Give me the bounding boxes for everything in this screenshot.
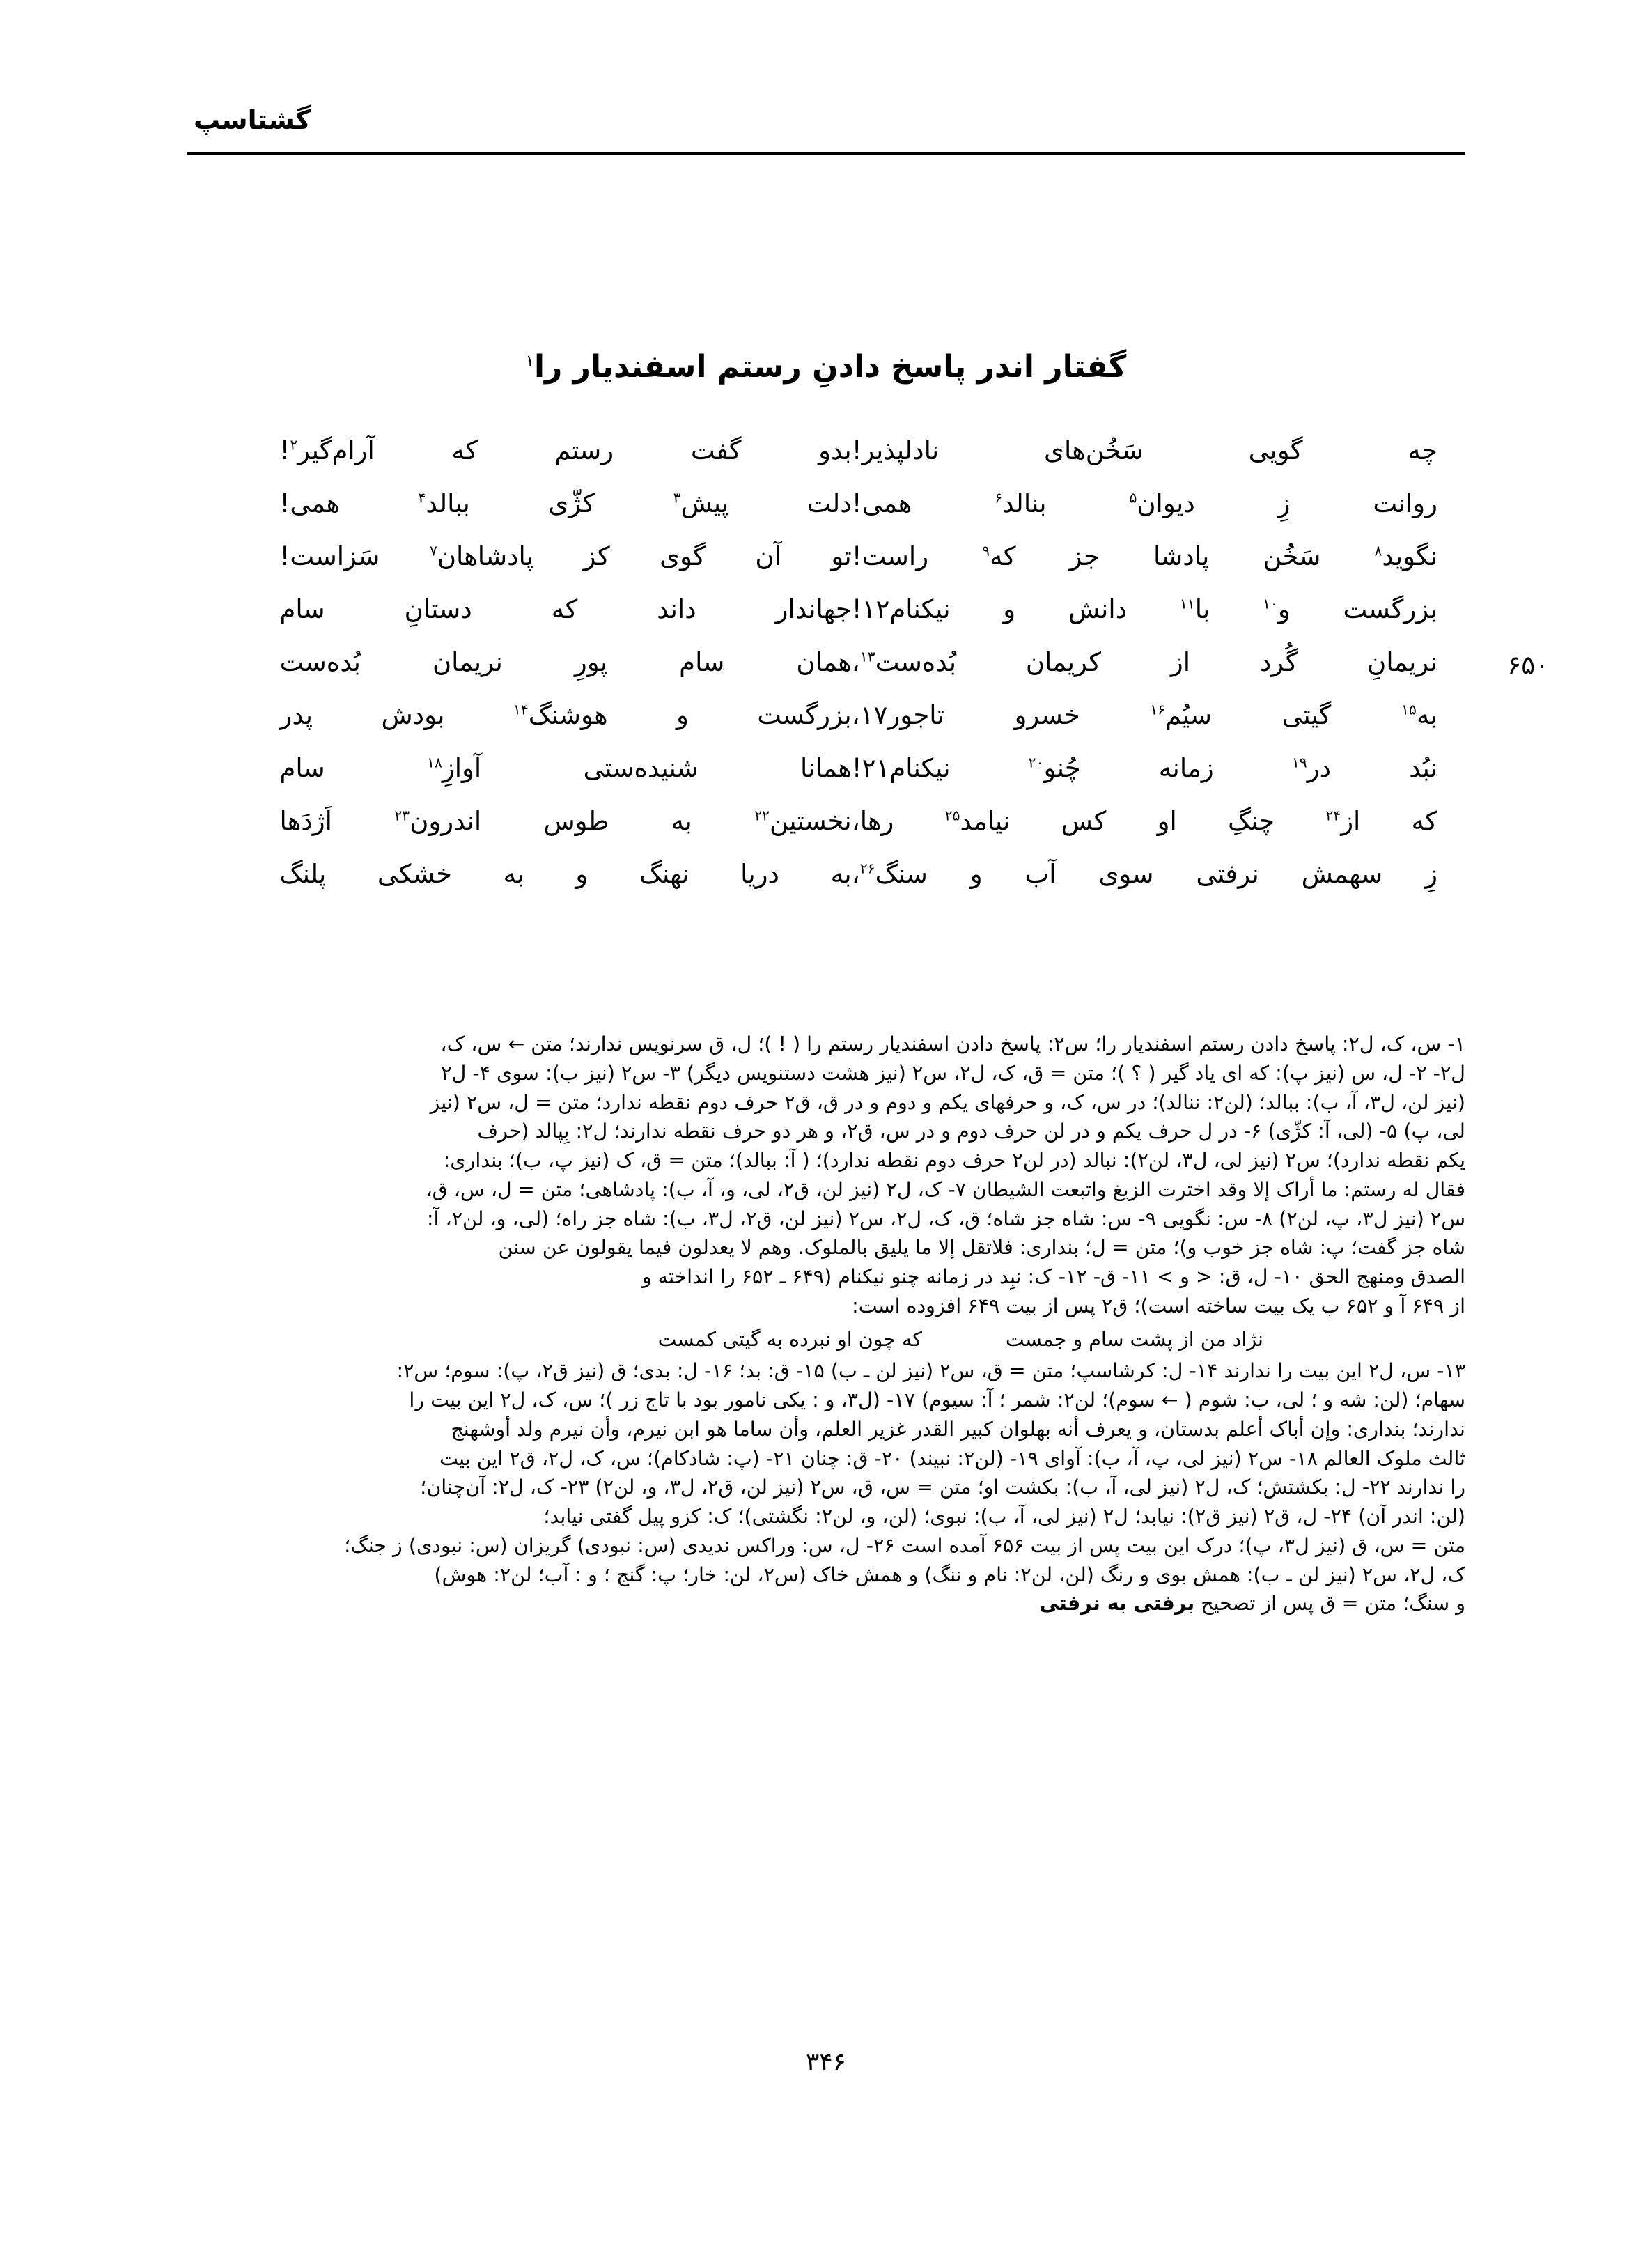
verse-row bbox=[187, 808, 1465, 861]
hemistich-word: سام bbox=[279, 753, 325, 783]
hemistich-word: سهمش bbox=[1301, 859, 1383, 889]
hemistich-right bbox=[237, 649, 851, 675]
hemistich-left bbox=[851, 435, 1465, 465]
footnote-line: ثالث ملوک العالم ۱۸- س۲ (نیز لی، پ، آ، ب): آوای ۱۹- (لن۲: نبیند) ۲۰- ق: چنان ۲۱- (پ: شادکام)؛ س، ک، ل۲، ق۲ این بیت bbox=[439, 1446, 1465, 1470]
note-marker: ۸ bbox=[1374, 542, 1382, 559]
hemistich-word: اَژدَها bbox=[279, 806, 332, 836]
hemistich-word: که bbox=[551, 594, 578, 624]
hemistich-word: کس bbox=[1061, 806, 1107, 836]
hemistich-word: در$^{۱۹}$ bbox=[1291, 753, 1332, 783]
hemistich-word: هوشنگ$^{۱۴}$ bbox=[513, 700, 608, 730]
hemistich-word: بودش bbox=[381, 700, 445, 730]
verse-row bbox=[187, 755, 1465, 808]
verse-number: ۶۵۰ bbox=[1507, 650, 1549, 680]
hemistich-word: سَزاست! bbox=[279, 541, 380, 571]
hemistich-word: و bbox=[676, 700, 689, 730]
hemistich-word: داند bbox=[657, 594, 696, 624]
note-marker: ۶ bbox=[995, 489, 1003, 506]
note-marker: ۱۳ bbox=[859, 648, 875, 665]
verse-row bbox=[187, 543, 1465, 596]
verse-block bbox=[187, 435, 1549, 914]
hemistich-word: پلنگ bbox=[279, 859, 327, 889]
hemistich-word: همی! bbox=[851, 488, 912, 518]
hemistich-word: آن bbox=[755, 541, 781, 571]
verse-row bbox=[187, 647, 1549, 702]
note-marker: ۵ bbox=[1129, 489, 1137, 506]
footnote-line: شاه جز گفت؛ پ: شاه جز خوب و)؛ متن = ل؛ بنداری: فلاتقل إلا ما یلیق بالملوک. وهم لا یعدلون فیما یقولون عن سنن bbox=[498, 1236, 1465, 1260]
verse-row bbox=[187, 490, 1465, 543]
hemistich-word: جز bbox=[1069, 541, 1100, 571]
hemistich-word: نریمانِ bbox=[1367, 647, 1437, 677]
footnote-line: یکم نقطه ندارد)؛ س۲ (نیز لی، ل۳، لن۲): نبالد (در لن۲ حرف دوم نقطه ندارد)؛ ( آ: ببالد)؛ متن = ق، ک (نیز پ، ب)؛ بنداری: bbox=[443, 1149, 1465, 1172]
header-rule bbox=[187, 152, 1465, 155]
hemistich-word: نخستین$^{۲۲}$ bbox=[754, 806, 852, 836]
hemistich-word: اندرون$^{۲۳}$ bbox=[394, 806, 482, 836]
hemistich-word: چه bbox=[1408, 435, 1437, 465]
note-marker: ۲۰ bbox=[1028, 754, 1044, 771]
note-marker: ۲۶ bbox=[859, 860, 875, 877]
hemistich-word: پورِ bbox=[574, 647, 608, 677]
hemistich-word: همانا bbox=[800, 753, 852, 783]
hemistich-word: نیامد$^{۲۵}$ bbox=[944, 806, 1011, 836]
hemistich-word: نیکنام۲۱! bbox=[851, 753, 951, 783]
hemistich-word: زِ bbox=[1425, 859, 1437, 889]
note-marker: ۱۰ bbox=[1263, 595, 1278, 612]
hemistich-word: که$^۹$ bbox=[982, 541, 1016, 571]
hemistich-word: کز bbox=[583, 541, 610, 571]
footnote-line: ندارند؛ بنداری: وإن أباک أعلم بدستان، و یعرف أنه بهلوان کبیر القدر غزیر العلم، وأن ساما هو ابن نیرم، وأن نیرم ولد أوشهنج bbox=[451, 1417, 1465, 1441]
hemistich-word: از$^{۲۴}$ bbox=[1325, 806, 1361, 836]
hemistich-word: گوی bbox=[660, 541, 706, 571]
hemistich-word: طوس bbox=[543, 806, 609, 836]
hemistich-word: کژّی bbox=[548, 488, 595, 518]
note-marker: ۲۴ bbox=[1325, 807, 1341, 824]
hemistich-right bbox=[237, 861, 851, 887]
hemistich-word: دلت bbox=[806, 488, 852, 518]
footnote-line: سهام؛ (لن: شه و ؛ لی، ب: شوم ( ← سوم)؛ لن۲: شمر ؛ آ: سیوم) ۱۷- (ل۳، و : یکی نامور بود با تاج زر )؛ س، ک، ل۲ این بیت را bbox=[409, 1388, 1465, 1411]
hemistich-word: تو bbox=[831, 541, 852, 571]
hemistich-left bbox=[852, 490, 1465, 516]
footnote-last-line bbox=[187, 1589, 1465, 1618]
footnote-line: را ندارند ۲۲- ل: بکشتش؛ ک، ل۲ (نیز لی، آ، ب): بکشت او؛ متن = س، ق، س۲ (نیز لن، ق۲، ل۳، و، لن۲) ۲۳- ک، ل۲: آن‌چنان؛ bbox=[420, 1476, 1465, 1499]
section-title bbox=[187, 346, 1465, 387]
hemistich-right bbox=[237, 755, 851, 781]
hemistich-word: دیوان$^۵$ bbox=[1129, 488, 1195, 518]
note-marker: ۲۳ bbox=[394, 807, 410, 824]
hemistich-word: رها، bbox=[851, 806, 894, 836]
hemistich-word: آوازِ$^{۱۸}$ bbox=[427, 753, 482, 783]
footnote-inset-verse bbox=[187, 1325, 1465, 1354]
hemistich-word: گویی bbox=[1248, 435, 1303, 465]
hemistich-word: سَخُن bbox=[1263, 541, 1321, 571]
footnote-emendation: برفتی به نرفتی bbox=[1039, 1592, 1195, 1616]
note-marker: ۱۵ bbox=[1401, 701, 1417, 718]
hemistich-word: بدو bbox=[818, 435, 852, 465]
hemistich-word: گیتی bbox=[1281, 700, 1332, 730]
note-marker: ۹ bbox=[982, 542, 990, 559]
hemistich-word: سنگ$^{۲۶}$، bbox=[851, 859, 928, 889]
hemistich-word: چنگِ bbox=[1227, 806, 1275, 836]
hemistich-word: روانت bbox=[1373, 488, 1437, 518]
inset-hemistich-right: نژاد من از پشت سام و جمست bbox=[1005, 1327, 1263, 1351]
hemistich-word: و$^{۱۰}$ bbox=[1263, 594, 1291, 624]
folio-number: ۳۴۶ bbox=[805, 2048, 846, 2077]
hemistich-word: نرفتی bbox=[1196, 859, 1259, 889]
inset-hemistich-left: که چون او نبرده به گیتی کمست bbox=[657, 1327, 922, 1351]
hemistich-word: نریمان bbox=[432, 647, 503, 677]
note-marker: ۳ bbox=[673, 489, 681, 506]
footnote-line: ۱۳- س، ل۲ این بیت را ندارند ۱۴- ل: کرشاسپ؛ متن = ق، س۲ (نیز لن ـ ب) ۱۵- ق: بد؛ ۱۶- ل: بدی؛ ق (نیز ق۲، پ): سوم؛ س۲: bbox=[396, 1359, 1465, 1383]
hemistich-word: گُرد bbox=[1259, 647, 1298, 677]
hemistich-word: سوی bbox=[1098, 859, 1154, 889]
hemistich-word: پادشا bbox=[1153, 541, 1210, 571]
hemistich-left bbox=[852, 543, 1465, 569]
hemistich-word: تاجور۱۷، bbox=[851, 700, 944, 730]
hemistich-word: که bbox=[1411, 806, 1437, 836]
hemistich-word: چُنو$^{۲۰}$ bbox=[1028, 753, 1081, 783]
hemistich-word: کریمان bbox=[1025, 647, 1102, 677]
note-marker: ۱۹ bbox=[1291, 754, 1307, 771]
footnote-line: از ۶۴۹ آ و ۶۵۲ ب یک بیت ساخته است)؛ ق۲ پس از بیت ۶۴۹ افزوده است: bbox=[852, 1294, 1465, 1317]
hemistich-word: بُده‌ست bbox=[279, 647, 361, 677]
footnote-line: س۲ (نیز ل۳، پ، لن۲) ۸- س: نگویی ۹- س: شاه جز شاه؛ ق، ک، ل۲، س۲ (نیز لن، ق۲، ل۳، ب): شاه جز راه؛ (لی، و، لن۲، آ: bbox=[426, 1207, 1465, 1230]
hemistich-word: پدر bbox=[279, 700, 313, 730]
hemistich-word: دانش bbox=[1068, 594, 1128, 624]
verse-row bbox=[187, 702, 1465, 755]
hemistich-word: سام bbox=[679, 647, 725, 677]
hemistich-word: بزرگست bbox=[1343, 594, 1437, 624]
hemistich-word: نهنگ bbox=[639, 859, 689, 889]
hemistich-word: پادشاهان$^۷$ bbox=[429, 541, 534, 571]
footnote-line: ل۲- ۲- ل، س (نیز پ): که ای یاد گیر ( ؟ )؛ متن = ق، ک، ل۲، س۲ (نیز هشت دستنویس دیگر) ۳- س۲ (نیز ب): سوی ۴- ل۲ bbox=[441, 1061, 1465, 1085]
hemistich-word: خسرو bbox=[1014, 700, 1080, 730]
hemistich-word: دریا bbox=[740, 859, 779, 889]
hemistich-left bbox=[852, 649, 1465, 675]
hemistich-right bbox=[237, 435, 852, 465]
hemistich-word: با$^{۱۱}$ bbox=[1179, 594, 1210, 624]
hemistich-word: پیش$^۳$ bbox=[673, 488, 729, 518]
section-title-text: گفتار اندر پاسخ دادنِ رستم اسفندیار را bbox=[533, 349, 1127, 385]
note-marker: ۱۴ bbox=[513, 701, 529, 718]
hemistich-word: گفت bbox=[690, 435, 742, 465]
footnote-line: ک، ل۲، س۲ (نیز لن ـ ب): همش بوی و رنگ (لن، لن۲: نام و ننگ) و همش خاک (س۲، لن: خار؛ پ: گنج ؛ و : آب؛ لن۲: هوش) bbox=[434, 1563, 1465, 1586]
verse-row bbox=[187, 861, 1465, 914]
hemistich-word: او bbox=[1157, 806, 1177, 836]
hemistich-left bbox=[852, 808, 1465, 834]
footnote-line: الصدق ومنهج الحق ۱۰- ل، ق: < و > ۱۱- ق- ۱۲- ک: نبِد در زمانه چنو نیکنام (۶۴۹ ـ ۶۵۲ را انداخته و bbox=[641, 1265, 1465, 1288]
running-head: گشتاسپ bbox=[194, 104, 311, 135]
footnote-line: متن = س، ق (نیز ل۳، پ)؛ درک این بیت پس از بیت ۶۵۶ آمده است ۲۶- ل، س: وراکس ندیدی (س: نبودی) گریزان (س: نبودی) ز جنگ؛ bbox=[344, 1533, 1465, 1557]
hemistich-word: سیُم$^{۱۶}$ bbox=[1150, 700, 1212, 730]
hemistich-word: راست! bbox=[851, 541, 929, 571]
hemistich-word: همی! bbox=[279, 488, 341, 518]
note-marker: ۲ bbox=[290, 436, 298, 454]
hemistich-right bbox=[237, 596, 851, 622]
hemistich-word: بُده‌ست$^{۱۳}$، bbox=[851, 647, 957, 677]
footnote-line: (نیز لن، ل۳، آ، ب): ببالد؛ (لن۲: ننالد)؛ در س، ک، و حرفهای یکم و دوم و در ق، ق۲ حرف دوم نقطه ندارد؛ متن = ل، س۲ (نیز bbox=[430, 1090, 1465, 1114]
hemistich-word: آب bbox=[1024, 859, 1057, 889]
footnote-apparatus bbox=[187, 1030, 1465, 1618]
page-header bbox=[187, 104, 1465, 188]
hemistich-word: سام bbox=[279, 594, 325, 624]
note-marker: ۷ bbox=[429, 542, 437, 559]
hemistich-word: شنیده‌ستی bbox=[583, 753, 699, 783]
hemistich-word: و bbox=[969, 859, 983, 889]
hemistich-left bbox=[852, 596, 1465, 622]
hemistich-word: رستم bbox=[554, 435, 614, 465]
hemistich-word: به bbox=[671, 806, 692, 836]
hemistich-word: نادلپذیر! bbox=[851, 435, 940, 465]
footnote-line: ۱- س، ک، ل۲: پاسخ دادن رستم اسفندیار را؛ س۲: پاسخ دادن اسفندیار رستم را ( ! )؛ ل، ق سرنویس ندارند؛ متن ← س، ک، bbox=[440, 1032, 1465, 1055]
hemistich-left bbox=[852, 861, 1465, 887]
hemistich-word: به bbox=[503, 859, 524, 889]
footnote-line: (لن: اندر آن) ۲۴- ل، ق۲ (نیز ق۲): نیابد؛ ل۲ (نیز لی، آ، ب): نبوی؛ (لن، و، لن۲: نگشتی)؛ ک: کزو پیل گفتی نیابد؛ bbox=[543, 1505, 1465, 1528]
note-marker: ۴ bbox=[418, 489, 426, 506]
hemistich-word: نبُد bbox=[1409, 753, 1437, 783]
footnote-last-line-prefix: و سنگ؛ متن = ق پس از تصحیح bbox=[1194, 1592, 1465, 1616]
hemistich-word: دستانِ bbox=[404, 594, 472, 624]
verse-row bbox=[187, 596, 1465, 649]
hemistich-right bbox=[237, 702, 851, 728]
hemistich-left bbox=[852, 755, 1465, 781]
hemistich-word: نیکنام۱۲! bbox=[851, 594, 951, 624]
hemistich-word: بنالد$^۶$ bbox=[995, 488, 1047, 518]
note-marker: ۱۸ bbox=[427, 754, 442, 771]
hemistich-left bbox=[852, 702, 1465, 728]
hemistich-word: به bbox=[830, 859, 852, 889]
hemistich-right bbox=[237, 543, 851, 569]
hemistich-word: از bbox=[1170, 647, 1190, 677]
hemistich-word: سَخُن‌های bbox=[1044, 435, 1144, 465]
hemistich-word: که bbox=[451, 435, 478, 465]
hemistich-word: زِ bbox=[1277, 488, 1291, 518]
verse-row bbox=[187, 435, 1465, 490]
hemistich-word: به$^{۱۵}$ bbox=[1401, 700, 1437, 730]
hemistich-right bbox=[237, 808, 851, 834]
hemistich-word: جهاندار bbox=[775, 594, 852, 624]
hemistich-word: نگوید$^۸$ bbox=[1374, 541, 1437, 571]
hemistich-word: خشکی bbox=[377, 859, 453, 889]
note-marker: ۲۲ bbox=[754, 807, 770, 824]
footnote-line: لی، پ) ۵- (لی، آ: کژّی) ۶- در ل حرف یکم و در لن حرف دوم و در س، ق۲، و هر دو حرف نقطه ندارند؛ ل۲: بِپالد (حرف bbox=[477, 1120, 1465, 1143]
hemistich-word: زمانه bbox=[1158, 753, 1214, 783]
note-marker: ۱۱ bbox=[1179, 595, 1195, 612]
hemistich-word: آرام‌گیر$^۲$! bbox=[279, 435, 375, 465]
note-marker: ۱۶ bbox=[1150, 701, 1166, 718]
footnote-line: فقال له رستم: ما أراک إلا وقد اخترت الزیغ واتبعت الشیطان ۷- ک، ل۲ (نیز لن، ق۲، لی، و، آ، ب): پادشاهی؛ متن = ل، س، ق، bbox=[426, 1177, 1465, 1201]
section-title-note-marker: ۱ bbox=[525, 352, 534, 371]
hemistich-word: همان bbox=[796, 647, 852, 677]
hemistich-word: ببالد$^۴$ bbox=[418, 488, 470, 518]
hemistich-word: و bbox=[575, 859, 589, 889]
note-marker: ۲۵ bbox=[944, 807, 960, 824]
hemistich-word: و bbox=[1003, 594, 1016, 624]
hemistich-right bbox=[237, 490, 851, 516]
hemistich-word: بزرگست bbox=[757, 700, 852, 730]
